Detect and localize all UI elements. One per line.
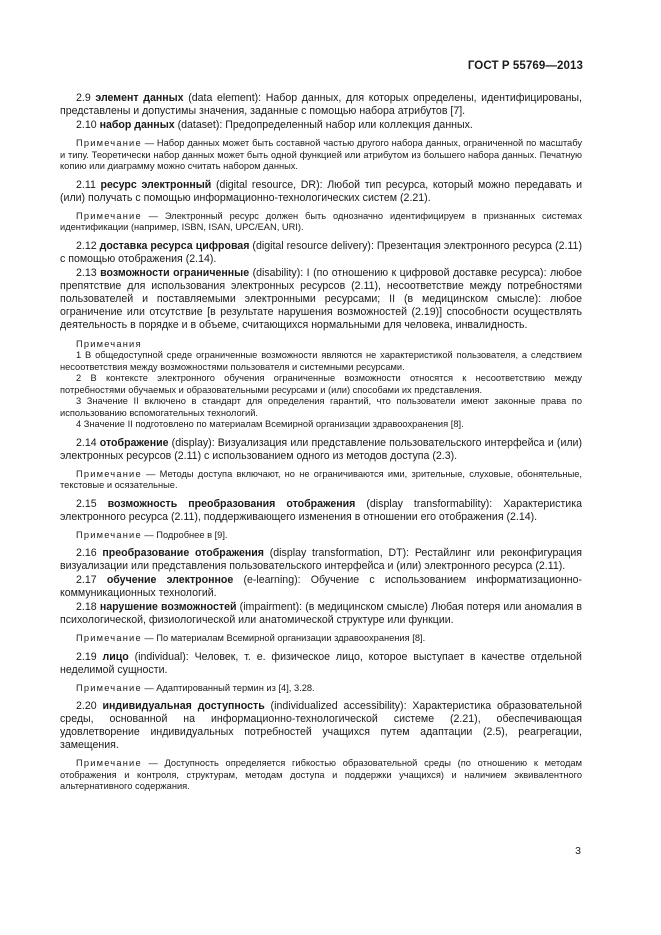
term-body: (dataset): Предопределенный набор или коллекция данных.	[174, 119, 473, 131]
term-title: набор данных	[99, 119, 175, 131]
note-text: — Адаптированный термин из [4], 3.28.	[141, 682, 315, 693]
standard-header: ГОСТ Р 55769—2013	[467, 60, 583, 72]
term-body: (display transformability): Характеристика электронного ресурса (2.11), поддерживающего изменения в отношении его отображения (2.14).	[60, 497, 582, 523]
note	[60, 211, 582, 234]
term-definition	[60, 651, 582, 677]
note-label: Примечание	[76, 529, 142, 540]
term-number: 2.15	[76, 497, 97, 510]
note	[60, 530, 582, 542]
term-title: нарушение возможностей	[99, 601, 237, 613]
term-body: (individualized accessibility): Характеристика образовательной среды, основанной на информационно-технологической системе (2.21), обеспечивающая удовлетворение индивидуальных потребностей учащихся путем адаптации (2.5), реагрегации, замещения.	[60, 700, 583, 751]
term-body: (digital resource delivery): Презентация электронного ресурса (2.11) с помощью отображения (2.14).	[60, 239, 582, 265]
note	[60, 138, 582, 173]
term-definition	[60, 437, 582, 463]
term-body: (individual): Человек, т. е. физическое лицо, которое выступает в качестве отдельной неделимой сущности.	[60, 650, 582, 676]
term-body: (e-learning): Обучение с использованием информатизационно-коммуникационных технологий.	[60, 574, 583, 599]
term-definition	[60, 119, 582, 132]
note-label: Примечание	[76, 758, 142, 768]
term-title: преобразование отображения	[102, 547, 264, 559]
note-label: Примечание	[76, 682, 142, 693]
term-number: 2.16	[76, 547, 97, 559]
note-text: — По материалам Всемирной организации здравоохранения [8].	[141, 633, 426, 643]
term-definition	[60, 92, 582, 118]
page-number: 3	[575, 845, 581, 857]
term-definition	[60, 267, 582, 332]
term-definition	[60, 574, 582, 600]
note	[60, 758, 582, 793]
notes-heading: Примечания	[76, 338, 142, 349]
term-title: возможности ограниченные	[100, 266, 250, 279]
term-number: 2.9	[76, 92, 91, 104]
term-definition	[60, 700, 582, 752]
term-body: (disability): I (по отношению к цифровой доставке ресурса): любое препятствие для использования электронных ресурсов (2.11), несоответствие между потребностями пользователей и поставляемыми электронными ресурсами; II (в медицинском смысле): любое ограничение или отсутствие [в результате нарушения возможностей (2.19)] способности осуществлять деятельность в порядке и в объеме, считающихся нормальными для человека, инвалидность.	[60, 266, 582, 331]
term-definition	[60, 498, 582, 524]
note-item: 4 Значение II подготовлено по материалам Всемирной организации здравоохранения [8].	[76, 419, 464, 429]
note-text: — Набор данных может быть составной частью другого набора данных, ограниченной по масштабу и типу. Теоретически набор данных может быть одной функцией или атрибутом из большего набора данных. Печатную копию или диаграмму можно считать набором данных.	[60, 138, 582, 171]
term-number: 2.19	[76, 650, 97, 663]
term-title: индивидуальная доступность	[102, 700, 265, 712]
term-body: (display): Визуализация или представление пользовательского интерфейса и (или) электронных ресурсов (2.11) с использованием одного из методов доступа (2.3).	[60, 436, 582, 462]
note-text: — Методы доступа включают, но не ограничиваются ими, зрительные, слуховые, обонятельные, текстовые и осязательные.	[60, 468, 582, 490]
term-title: ресурс электронный	[100, 178, 212, 191]
note-text: — Подробнее в [9].	[141, 529, 228, 540]
term-number: 2.11	[76, 178, 96, 191]
note-label: Примечание	[76, 138, 142, 148]
term-title: элемент данных	[95, 92, 184, 104]
term-number: 2.20	[76, 700, 97, 712]
term-number: 2.14	[76, 436, 97, 449]
note-label: Примечание	[76, 210, 142, 221]
term-body: (digital resource, DR): Любой тип ресурса, который можно передавать и (или) получать с помощью информационно-технологических систем (2.21).	[60, 178, 582, 204]
note-text: — Электронный ресурс должен быть однозначно идентифицируем в признанных системах идентификации (например, ISBN, ISAN, UPC/EAN, URI).	[60, 210, 582, 232]
term-body: (impairment): (в медицинском смысле) Любая потеря или аномалия в психологической, физиологической или анатомической структуре или функции.	[60, 601, 582, 626]
notes-group	[60, 339, 582, 431]
note-item: 1 В общедоступной среде ограниченные возможности являются не характеристикой пользователя, а следствием несоответствия между возможностями пользователя и системными ресурсами.	[60, 350, 582, 372]
term-number: 2.18	[76, 601, 97, 613]
note	[60, 633, 582, 645]
note-item: 2 В контексте электронного обучения ограниченные возможности относятся к несоответствию между потребностями обучаемых и образовательными ресурсами и (или) способами их представления.	[60, 373, 582, 395]
term-title: лицо	[102, 650, 129, 663]
note	[60, 683, 582, 695]
term-number: 2.13	[76, 266, 97, 279]
term-title: обучение электронное	[106, 574, 234, 586]
note-label: Примечание	[76, 468, 142, 479]
term-definition	[60, 179, 582, 205]
note-item: 3 Значение II включено в стандарт для определения гарантий, что пользователи имеют законные права по использованию вспомогательных технологий.	[60, 396, 582, 418]
term-number: 2.10	[76, 119, 97, 131]
note-label: Примечание	[76, 633, 142, 643]
note	[60, 469, 582, 492]
term-definition	[60, 240, 582, 266]
term-title: возможность преобразования отображения	[107, 497, 356, 510]
term-number: 2.17	[76, 574, 97, 586]
term-body: (display transformation, DT): Рестайлинг или реконфигурация визуализации или представления пользовательского интерфейса и (или) электронного ресурса (2.11).	[60, 547, 582, 572]
term-definition	[60, 547, 582, 573]
term-definition	[60, 601, 582, 627]
note-text: — Доступность определяется гибкостью образовательной среды (по отношению к методам отображения и контроля, структурам, методам доступа и поддержки учащихся) и наличием эквивалентного альтернативного содержания.	[60, 758, 582, 791]
term-title: доставка ресурса цифровая	[99, 239, 250, 252]
term-title: отображение	[99, 436, 169, 449]
document-body	[60, 92, 582, 799]
term-body: (data element): Набор данных, для которых определены, идентифицированы, представлены и допустимы значения, заданные с помощью набора атрибутов [7].	[60, 92, 582, 117]
term-number: 2.12	[76, 239, 97, 252]
